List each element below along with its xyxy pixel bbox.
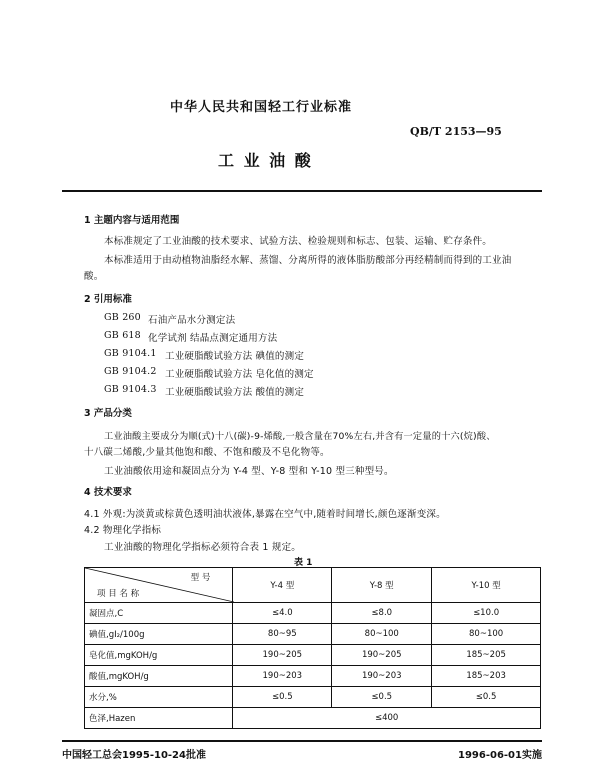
row-label: 酸值,mgKOH/g [85,666,233,687]
row-label: 色泽,Hazen [85,708,233,729]
section-3-paragraph-2: 工业油酸依用途和凝固点分为 Y-4 型、Y-8 型和 Y-10 型三种型号。 [104,466,394,477]
section-1-paragraph-2-cont: 酸。 [84,271,104,282]
table-row [85,624,541,645]
section-4-2-paragraph: 工业油酸的物理化学指标必须符合表 1 规定。 [104,542,301,553]
corner-bottom-label: 项 目 名 称 [97,589,140,599]
header-rule [62,190,542,192]
table-cell: ≤0.5 [332,687,432,708]
section-1-heading: 1 主题内容与适用范围 [84,215,180,226]
section-3-paragraph-1: 工业油酸主要成分为顺(式)十八(碳)-9-烯酸,一般含量在70%左右,并含有一定量的十六(烷)酸、 [104,431,496,442]
section-4-1: 4.1 外观:为淡黄或棕黄色透明油状液体,暴露在空气中,随着时间增长,颜色逐渐变深。 [84,509,446,520]
ref-code: GB 260 [104,312,141,323]
table-cell: 190~205 [233,645,332,666]
ref-title: 化学试剂 结晶点测定通用方法 [148,333,278,344]
approval-date: 中国轻工总会1995-10-24批准 [62,750,206,761]
ref-title: 工业硬脂酸试验方法 碘值的测定 [165,351,305,362]
table-row [85,687,541,708]
standard-code: QB/T 2153—95 [410,125,502,138]
row-label: 皂化值,mgKOH/g [85,645,233,666]
column-header: Y-4 型 [233,568,332,603]
section-4-2-heading: 4.2 物理化学指标 [84,525,162,536]
table-cell: 185~203 [432,666,541,687]
section-4-heading: 4 技术要求 [84,487,132,498]
table-row [85,666,541,687]
table-caption: 表 1 [294,558,313,568]
table-cell: ≤4.0 [233,603,332,624]
table-cell: ≤8.0 [332,603,432,624]
table-cell: 190~203 [332,666,432,687]
ref-title: 石油产品水分测定法 [148,315,236,326]
table-cell: 80~100 [432,624,541,645]
table-cell-merged: ≤400 [233,708,541,729]
table-cell: ≤0.5 [432,687,541,708]
table-row [85,708,541,729]
row-label: 水分,% [85,687,233,708]
row-label: 碘值,gI₂/100g [85,624,233,645]
table-cell: 185~205 [432,645,541,666]
table-header-row [85,568,541,603]
issuing-organization: 中华人民共和国轻工行业标准 [170,100,353,115]
column-header: Y-8 型 [332,568,432,603]
table-cell: 190~205 [332,645,432,666]
section-1-paragraph-2: 本标准适用于由动植物油脂经水解、蒸馏、分离所得的液体脂肪酸部分再经精制而得到的工业油 [104,255,512,266]
column-header: Y-10 型 [432,568,541,603]
ref-code: GB 618 [104,330,141,341]
table-row [85,603,541,624]
document-title: 工 业 油 酸 [218,151,313,170]
section-1-paragraph-1: 本标准规定了工业油酸的技术要求、试验方法、检验规则和标志、包装、运输、贮存条件。 [104,236,493,247]
table-cell: ≤0.5 [233,687,332,708]
table-row [85,645,541,666]
ref-code: GB 9104.3 [104,384,157,395]
ref-title: 工业硬脂酸试验方法 酸值的测定 [165,387,305,398]
ref-title: 工业硬脂酸试验方法 皂化值的测定 [165,369,314,380]
section-2-heading: 2 引用标准 [84,294,132,305]
table-cell: 80~95 [233,624,332,645]
ref-code: GB 9104.1 [104,348,157,359]
table-corner-cell [85,568,233,603]
footer-rule [62,740,542,742]
section-3-heading: 3 产品分类 [84,408,132,419]
table-cell: 190~203 [233,666,332,687]
row-label: 凝固点,C [85,603,233,624]
corner-top-label: 型 号 [190,573,211,583]
table-cell: 80~100 [332,624,432,645]
spec-table [84,567,541,729]
effective-date: 1996-06-01实施 [458,750,542,761]
table-cell: ≤10.0 [432,603,541,624]
ref-code: GB 9104.2 [104,366,157,377]
section-3-paragraph-1-cont: 十八碳二烯酸,少量其他饱和酸、不饱和酸及不皂化物等。 [84,447,330,458]
